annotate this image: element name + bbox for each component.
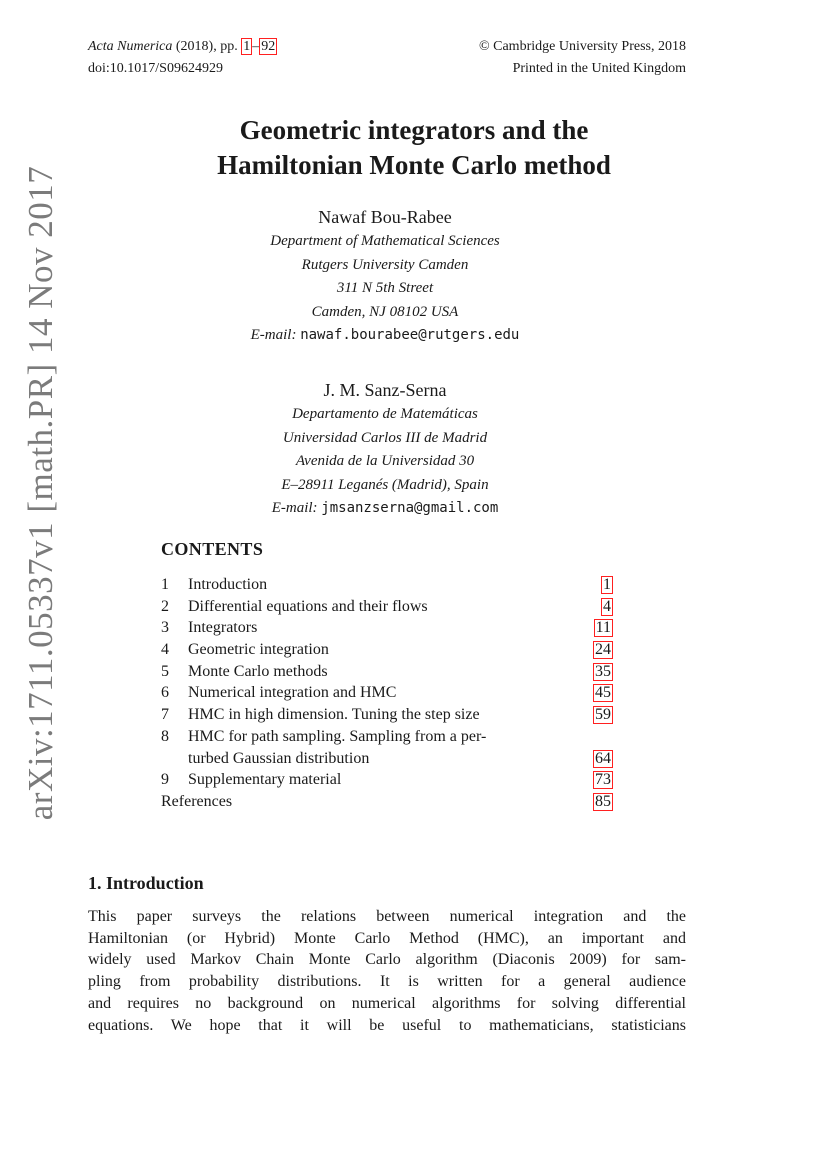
section-heading: 1. Introduction bbox=[88, 873, 204, 893]
toc-number: 2 bbox=[161, 597, 169, 615]
affiliation-line: Avenida de la Universidad 30 bbox=[295, 453, 475, 469]
toc-title: HMC for path sampling. Sampling from a per- bbox=[188, 727, 487, 745]
title-line-2: Hamiltonian Monte Carlo method bbox=[217, 150, 611, 180]
toc-number: 6 bbox=[161, 684, 169, 702]
toc-number: 5 bbox=[161, 662, 169, 680]
toc-title: Differential equations and their flows bbox=[188, 597, 428, 615]
affiliation-line: Rutgers University Camden bbox=[301, 256, 469, 273]
toc-page-number[interactable]: 11 bbox=[595, 619, 611, 637]
toc-page-number[interactable]: 1 bbox=[603, 576, 611, 593]
affiliation-line: Department of Mathematical Sciences bbox=[270, 233, 500, 249]
toc-row[interactable] bbox=[161, 639, 613, 661]
author-email[interactable]: nawaf.bourabee@rutgers.edu bbox=[300, 327, 520, 343]
toc-page-link[interactable] bbox=[601, 596, 613, 618]
paper-title bbox=[0, 113, 828, 183]
header-right bbox=[479, 36, 686, 80]
toc-number: 4 bbox=[161, 641, 169, 659]
toc-page-number[interactable]: 64 bbox=[595, 749, 611, 767]
paragraph-line: pling from probability distributions. It is written for a general audience bbox=[88, 973, 686, 991]
toc-page-link[interactable] bbox=[593, 769, 613, 791]
title-line-1: Geometric integrators and the bbox=[239, 115, 589, 145]
toc-row[interactable] bbox=[161, 748, 613, 770]
author-name: J. M. Sanz-Serna bbox=[323, 380, 447, 400]
toc-page-link[interactable] bbox=[594, 617, 613, 639]
toc-title: HMC in high dimension. Tuning the step size bbox=[188, 706, 480, 724]
arxiv-id-text: arXiv:1711.05337v1 [math.PR] 14 Nov 2017 bbox=[21, 165, 60, 821]
toc-page-number[interactable]: 4 bbox=[603, 597, 611, 615]
journal-line bbox=[88, 36, 277, 58]
toc-page-link[interactable] bbox=[593, 661, 613, 683]
toc-page-number[interactable]: 45 bbox=[595, 684, 611, 702]
affiliation-line: Camden, NJ 08102 USA bbox=[311, 303, 459, 320]
toc-row[interactable] bbox=[161, 726, 613, 748]
toc-title: Geometric integration bbox=[188, 641, 329, 659]
toc-number: 3 bbox=[161, 619, 169, 637]
body-paragraph bbox=[88, 906, 686, 1036]
toc-number: 7 bbox=[161, 706, 169, 724]
affiliation-line: 311 N 5th Street bbox=[336, 280, 434, 296]
email-label: E-mail: bbox=[250, 327, 297, 343]
toc-title: Supplementary material bbox=[188, 771, 342, 789]
toc-page-number[interactable]: 85 bbox=[595, 792, 611, 810]
journal-name: Acta Numerica bbox=[88, 39, 173, 54]
toc-row[interactable] bbox=[161, 661, 613, 683]
author-email[interactable]: jmsanzserna@gmail.com bbox=[321, 500, 499, 516]
toc-row[interactable] bbox=[161, 617, 613, 639]
toc-page-link[interactable] bbox=[593, 704, 613, 726]
paragraph-line: Hamiltonian (or Hybrid) Monte Carlo Method (HMC), an important and bbox=[88, 929, 686, 947]
affiliation-line: Departamento de Matemáticas bbox=[292, 406, 478, 422]
toc-page-number[interactable]: 59 bbox=[595, 706, 611, 724]
toc-title: turbed Gaussian distribution bbox=[188, 749, 370, 767]
email-line bbox=[0, 497, 770, 521]
toc-title: Monte Carlo methods bbox=[188, 662, 328, 680]
paragraph-line: widely used Markov Chain Monte Carlo algorithm (Diaconis 2009) for sam- bbox=[88, 951, 686, 969]
toc-row[interactable] bbox=[161, 791, 613, 813]
toc-title: Integrators bbox=[188, 619, 258, 637]
toc-title: Numerical integration and HMC bbox=[188, 684, 397, 702]
toc-row[interactable] bbox=[161, 596, 613, 618]
paragraph-line: and requires no background on numerical algorithms for solving differential bbox=[88, 994, 686, 1012]
page-start-link[interactable]: 1 bbox=[243, 39, 251, 54]
toc-title: References bbox=[161, 792, 233, 810]
toc-page-link[interactable] bbox=[593, 682, 613, 704]
toc-page-link[interactable] bbox=[593, 791, 613, 813]
author-block-1 bbox=[0, 204, 770, 348]
table-of-contents bbox=[161, 574, 613, 813]
page-separator: – bbox=[252, 39, 260, 54]
toc-page-link[interactable] bbox=[593, 748, 613, 770]
toc-page-number[interactable]: 73 bbox=[595, 771, 611, 789]
toc-page-number[interactable]: 24 bbox=[595, 641, 611, 659]
toc-row[interactable] bbox=[161, 682, 613, 704]
printed-in: Printed in the United Kingdom bbox=[512, 61, 686, 76]
paragraph-line: equations. We hope that it will be useful to mathematicians, statisticians bbox=[88, 1016, 686, 1034]
affiliation-line: Universidad Carlos III de Madrid bbox=[282, 429, 488, 446]
toc-title: Introduction bbox=[188, 576, 268, 593]
toc-row[interactable] bbox=[161, 704, 613, 726]
toc-number: 8 bbox=[161, 727, 169, 745]
journal-year-pages: (2018), pp. bbox=[172, 39, 242, 54]
toc-page-number[interactable]: 35 bbox=[595, 662, 611, 680]
toc-row[interactable] bbox=[161, 769, 613, 791]
email-label: E-mail: bbox=[271, 500, 318, 516]
contents-heading: CONTENTS bbox=[161, 539, 264, 559]
toc-number: 1 bbox=[161, 576, 169, 593]
author-block-2 bbox=[0, 377, 770, 521]
page-end-link[interactable]: 92 bbox=[261, 39, 276, 54]
affiliation-line: E–28911 Leganés (Madrid), Spain bbox=[281, 476, 489, 493]
email-line bbox=[0, 324, 770, 348]
paragraph-line: This paper surveys the relations between numerical integration and the bbox=[88, 908, 686, 925]
header-left bbox=[88, 36, 277, 80]
toc-row[interactable] bbox=[161, 574, 613, 596]
toc-page-link[interactable] bbox=[593, 639, 613, 661]
toc-page-link[interactable] bbox=[601, 574, 613, 596]
toc-number: 9 bbox=[161, 771, 169, 789]
copyright: © Cambridge University Press, 2018 bbox=[478, 39, 686, 54]
author-name: Nawaf Bou-Rabee bbox=[318, 207, 452, 227]
doi: doi:10.1017/S09624929 bbox=[88, 61, 223, 76]
